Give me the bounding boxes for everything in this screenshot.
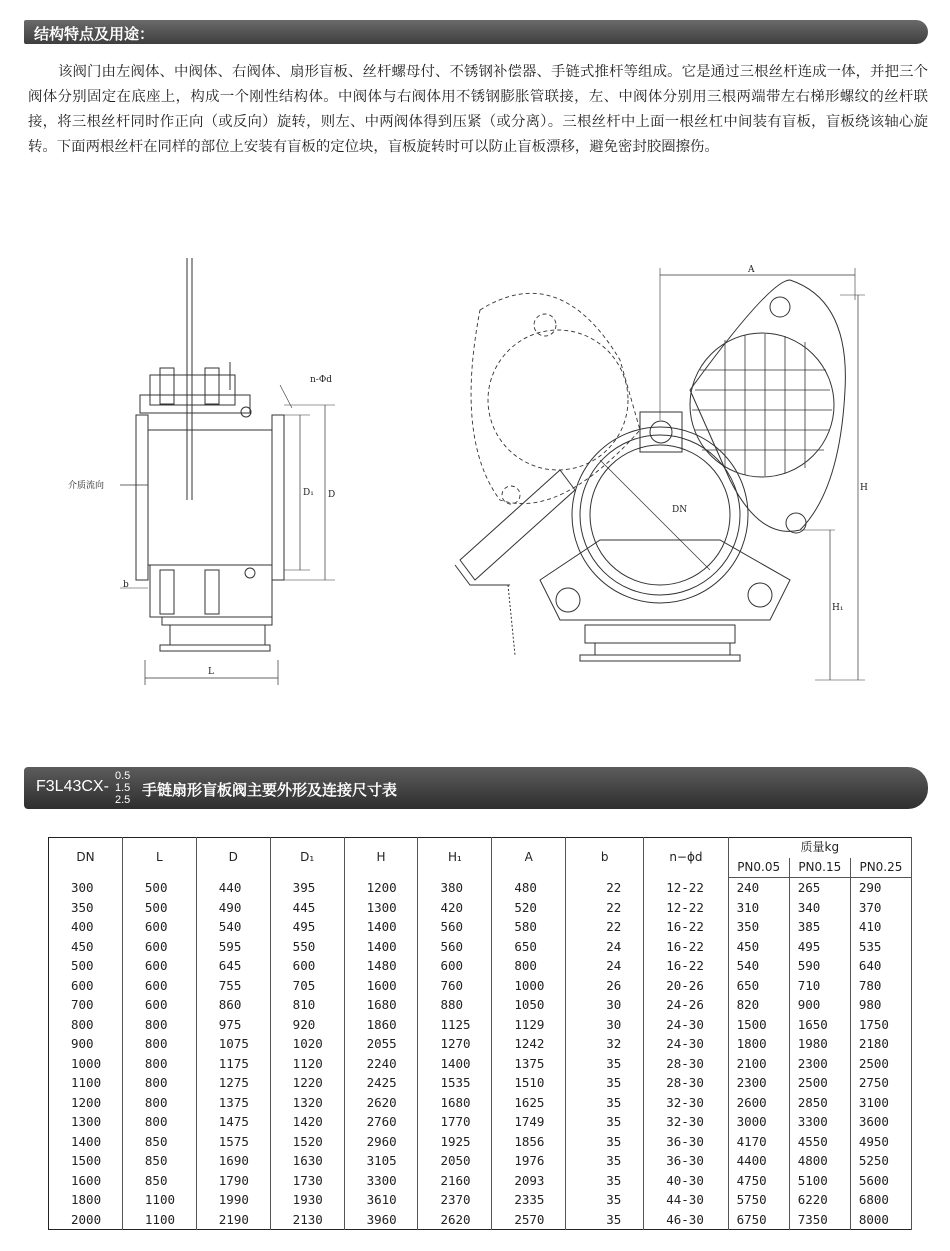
table-cell: 1860	[344, 1015, 418, 1035]
side-view	[120, 258, 335, 685]
label-h1: H₁	[832, 603, 844, 613]
table-cell: 265	[789, 878, 850, 898]
table-cell: 6750	[728, 1210, 789, 1230]
table-cell: 24-26	[644, 995, 728, 1015]
table-cell: 1500	[728, 1015, 789, 1035]
table-cell: 645	[196, 956, 270, 976]
table-cell: 4750	[728, 1171, 789, 1191]
table-row	[49, 995, 912, 1015]
table-cell: 370	[850, 898, 911, 918]
table-row	[49, 917, 912, 937]
table-cell: 1680	[418, 1093, 492, 1113]
table-cell: 800	[122, 1015, 196, 1035]
table-row	[49, 1073, 912, 1093]
table-cell: 590	[789, 956, 850, 976]
table-cell: 310	[728, 898, 789, 918]
table-cell: 2100	[728, 1054, 789, 1074]
table-header-row	[49, 838, 912, 858]
col-b: b	[566, 838, 644, 878]
table-cell: 600	[122, 917, 196, 937]
table-cell: 1375	[196, 1093, 270, 1113]
section-banner-table	[24, 767, 928, 809]
table-cell: 1480	[344, 956, 418, 976]
table-cell: 4550	[789, 1132, 850, 1152]
table-cell: 600	[49, 976, 123, 996]
dimension-table	[48, 837, 912, 1230]
table-row	[49, 1190, 912, 1210]
table-cell: 3100	[850, 1093, 911, 1113]
table-cell: 1625	[492, 1093, 566, 1113]
label-b: b	[123, 580, 129, 590]
table-cell: 810	[270, 995, 344, 1015]
table-row	[49, 1093, 912, 1113]
table-cell: 2335	[492, 1190, 566, 1210]
table-cell: 36-30	[644, 1132, 728, 1152]
table-cell: 1680	[344, 995, 418, 1015]
table-cell: 600	[122, 976, 196, 996]
table-cell: 410	[850, 917, 911, 937]
table-row	[49, 1034, 912, 1054]
table-cell: 1600	[49, 1171, 123, 1191]
table-cell: 700	[49, 995, 123, 1015]
table-cell: 1200	[344, 878, 418, 898]
table-cell: 560	[418, 937, 492, 957]
table-cell: 44-30	[644, 1190, 728, 1210]
table-title: 手链扇形盲板阀主要外形及连接尺寸表	[142, 781, 398, 799]
table-row	[49, 878, 912, 898]
table-cell: 650	[492, 937, 566, 957]
table-cell: 600	[122, 937, 196, 957]
table-cell: 2240	[344, 1054, 418, 1074]
table-cell: 12-22	[644, 878, 728, 898]
table-cell: 2050	[418, 1151, 492, 1171]
table-cell: 495	[789, 937, 850, 957]
table-cell: 12-22	[644, 898, 728, 918]
valve-technical-drawing	[0, 240, 950, 710]
table-cell: 35	[566, 1073, 644, 1093]
table-cell: 35	[566, 1210, 644, 1230]
table-cell: 595	[196, 937, 270, 957]
section-banner-structure	[24, 20, 928, 44]
table-cell: 2300	[789, 1054, 850, 1074]
table-cell: 480	[492, 878, 566, 898]
table-cell: 800	[122, 1112, 196, 1132]
table-cell: 760	[418, 976, 492, 996]
table-cell: 420	[418, 898, 492, 918]
table-cell: 2425	[344, 1073, 418, 1093]
table-cell: 1800	[49, 1190, 123, 1210]
table-cell: 6800	[850, 1190, 911, 1210]
table-cell: 500	[122, 878, 196, 898]
table-cell: 2500	[789, 1073, 850, 1093]
table-cell: 500	[122, 898, 196, 918]
table-cell: 440	[196, 878, 270, 898]
table-cell: 800	[122, 1054, 196, 1074]
table-row	[49, 1171, 912, 1191]
table-cell: 3960	[344, 1210, 418, 1230]
table-cell: 1120	[270, 1054, 344, 1074]
table-cell: 1320	[270, 1093, 344, 1113]
table-cell: 5100	[789, 1171, 850, 1191]
table-cell: 980	[850, 995, 911, 1015]
label-n-phi-d: n-Φd	[310, 375, 332, 385]
table-cell: 3105	[344, 1151, 418, 1171]
label-flow-direction: 介质流向	[68, 481, 105, 491]
pn-option: 1.5	[115, 782, 131, 794]
col-pn015: PN0.15	[789, 858, 850, 878]
label-d1: D₁	[303, 488, 314, 498]
table-cell: 445	[270, 898, 344, 918]
table-cell: 1400	[418, 1054, 492, 1074]
table-cell: 1000	[49, 1054, 123, 1074]
table-cell: 450	[728, 937, 789, 957]
table-cell: 24-30	[644, 1015, 728, 1035]
front-view	[455, 268, 865, 680]
table-cell: 800	[122, 1034, 196, 1054]
table-cell: 1220	[270, 1073, 344, 1093]
table-cell: 30	[566, 1015, 644, 1035]
table-cell: 290	[850, 878, 911, 898]
table-cell: 580	[492, 917, 566, 937]
table-cell: 1925	[418, 1132, 492, 1152]
table-cell: 920	[270, 1015, 344, 1035]
table-cell: 710	[789, 976, 850, 996]
section-title-structure: 结构特点及用途：	[34, 25, 155, 43]
col-l: L	[122, 838, 196, 878]
table-cell: 2000	[49, 1210, 123, 1230]
table-cell: 2190	[196, 1210, 270, 1230]
table-cell: 1600	[344, 976, 418, 996]
table-cell: 880	[418, 995, 492, 1015]
table-cell: 36-30	[644, 1151, 728, 1171]
table-cell: 4950	[850, 1132, 911, 1152]
table-cell: 5250	[850, 1151, 911, 1171]
table-cell: 5600	[850, 1171, 911, 1191]
table-cell: 300	[49, 878, 123, 898]
table-cell: 1575	[196, 1132, 270, 1152]
table-cell: 20-26	[644, 976, 728, 996]
table-cell: 1510	[492, 1073, 566, 1093]
table-cell: 1100	[122, 1190, 196, 1210]
table-cell: 800	[122, 1073, 196, 1093]
table-cell: 5750	[728, 1190, 789, 1210]
table-cell: 2055	[344, 1034, 418, 1054]
col-d: D	[196, 838, 270, 878]
table-cell: 1000	[492, 976, 566, 996]
table-cell: 8000	[850, 1210, 911, 1230]
table-cell: 650	[728, 976, 789, 996]
table-cell: 600	[122, 956, 196, 976]
table-cell: 1690	[196, 1151, 270, 1171]
table-cell: 1300	[344, 898, 418, 918]
table-cell: 32-30	[644, 1093, 728, 1113]
table-row	[49, 937, 912, 957]
table-cell: 600	[122, 995, 196, 1015]
table-cell: 1375	[492, 1054, 566, 1074]
table-cell: 1930	[270, 1190, 344, 1210]
table-cell: 1100	[49, 1073, 123, 1093]
table-cell: 4400	[728, 1151, 789, 1171]
table-cell: 24-30	[644, 1034, 728, 1054]
table-cell: 26	[566, 976, 644, 996]
col-d1: D₁	[270, 838, 344, 878]
table-cell: 540	[196, 917, 270, 937]
table-cell: 975	[196, 1015, 270, 1035]
table-row	[49, 976, 912, 996]
table-row	[49, 1112, 912, 1132]
table-cell: 550	[270, 937, 344, 957]
pn-option: 2.5	[115, 794, 131, 806]
table-cell: 490	[196, 898, 270, 918]
label-dn: DN	[672, 505, 688, 515]
table-cell: 35	[566, 1132, 644, 1152]
table-cell: 1050	[492, 995, 566, 1015]
table-cell: 1790	[196, 1171, 270, 1191]
table-row	[49, 898, 912, 918]
table-cell: 385	[789, 917, 850, 937]
table-cell: 1270	[418, 1034, 492, 1054]
table-cell: 560	[418, 917, 492, 937]
col-pn025: PN0.25	[850, 858, 911, 878]
table-cell: 46-30	[644, 1210, 728, 1230]
table-cell: 450	[49, 937, 123, 957]
table-cell: 1175	[196, 1054, 270, 1074]
table-cell: 820	[728, 995, 789, 1015]
table-cell: 2760	[344, 1112, 418, 1132]
table-cell: 3000	[728, 1112, 789, 1132]
table-cell: 1730	[270, 1171, 344, 1191]
table-cell: 400	[49, 917, 123, 937]
table-cell: 1300	[49, 1112, 123, 1132]
table-cell: 2093	[492, 1171, 566, 1191]
table-cell: 850	[122, 1132, 196, 1152]
table-cell: 2370	[418, 1190, 492, 1210]
table-cell: 1500	[49, 1151, 123, 1171]
table-cell: 500	[49, 956, 123, 976]
table-cell: 2960	[344, 1132, 418, 1152]
table-cell: 22	[566, 898, 644, 918]
table-row	[49, 956, 912, 976]
table-cell: 2570	[492, 1210, 566, 1230]
table-body	[49, 878, 912, 1230]
table-cell: 1475	[196, 1112, 270, 1132]
table-cell: 3600	[850, 1112, 911, 1132]
col-dn: DN	[49, 838, 123, 878]
table-cell: 24	[566, 937, 644, 957]
table-cell: 860	[196, 995, 270, 1015]
label-l: L	[208, 667, 214, 677]
table-cell: 1275	[196, 1073, 270, 1093]
intro-paragraph	[28, 60, 928, 160]
table-cell: 30	[566, 995, 644, 1015]
col-a: A	[492, 838, 566, 878]
table-cell: 850	[122, 1171, 196, 1191]
table-cell: 1100	[122, 1210, 196, 1230]
table-cell: 1980	[789, 1034, 850, 1054]
table-cell: 28-30	[644, 1073, 728, 1093]
model-code: F3L43CX-	[36, 778, 109, 795]
table-cell: 705	[270, 976, 344, 996]
table-cell: 640	[850, 956, 911, 976]
table-cell: 1856	[492, 1132, 566, 1152]
table-cell: 2500	[850, 1054, 911, 1074]
table-cell: 22	[566, 917, 644, 937]
label-h: H	[860, 483, 868, 493]
table-cell: 1400	[49, 1132, 123, 1152]
table-cell: 395	[270, 878, 344, 898]
table-cell: 340	[789, 898, 850, 918]
table-cell: 35	[566, 1190, 644, 1210]
table-cell: 1125	[418, 1015, 492, 1035]
table-cell: 35	[566, 1054, 644, 1074]
table-cell: 1749	[492, 1112, 566, 1132]
table-row	[49, 1151, 912, 1171]
table-cell: 1200	[49, 1093, 123, 1113]
table-cell: 2300	[728, 1073, 789, 1093]
table-cell: 755	[196, 976, 270, 996]
table-row	[49, 1210, 912, 1230]
table-cell: 380	[418, 878, 492, 898]
table-cell: 24	[566, 956, 644, 976]
table-cell: 350	[49, 898, 123, 918]
table-cell: 3610	[344, 1190, 418, 1210]
table-row	[49, 1015, 912, 1035]
table-cell: 2160	[418, 1171, 492, 1191]
table-cell: 800	[122, 1093, 196, 1113]
table-cell: 1242	[492, 1034, 566, 1054]
table-cell: 1520	[270, 1132, 344, 1152]
table-cell: 1075	[196, 1034, 270, 1054]
table-cell: 1535	[418, 1073, 492, 1093]
table-cell: 495	[270, 917, 344, 937]
table-cell: 1020	[270, 1034, 344, 1054]
table-cell: 900	[49, 1034, 123, 1054]
table-cell: 3300	[789, 1112, 850, 1132]
table-cell: 4800	[789, 1151, 850, 1171]
table-cell: 1400	[344, 937, 418, 957]
table-cell: 16-22	[644, 937, 728, 957]
table-cell: 32-30	[644, 1112, 728, 1132]
table-cell: 35	[566, 1171, 644, 1191]
table-cell: 780	[850, 976, 911, 996]
col-h: H	[344, 838, 418, 878]
table-cell: 800	[49, 1015, 123, 1035]
col-h1: H₁	[418, 838, 492, 878]
table-cell: 28-30	[644, 1054, 728, 1074]
table-cell: 2600	[728, 1093, 789, 1113]
table-cell: 35	[566, 1151, 644, 1171]
table-cell: 2750	[850, 1073, 911, 1093]
intro-text: 该阀门由左阀体、中阀体、右阀体、扇形盲板、丝杆螺母付、不锈钢补偿器、手链式推杆等组成。它是通过三根丝杆连成一体，并把三个阀体分别固定在底座上，构成一个刚性结构体。中阀体与右阀体用不锈钢膨胀管联接，左、中阀体分别用三根两端带左右梯形螺纹的丝杆联接，将三根丝杆同时作正向（或反向）旋转，则左、中两阀体得到压紧（或分离）。三根丝杆中上面一根丝杠中间装有盲板，盲板绕该轴心旋转。下面两根丝杆在同样的部位上安装有盲板的定位块，盲板旋转时可以防止盲板漂移，避免密封胶圈擦伤。	[28, 64, 928, 155]
label-a: A	[748, 265, 755, 275]
table-cell: 350	[728, 917, 789, 937]
table-cell: 1990	[196, 1190, 270, 1210]
table-cell: 520	[492, 898, 566, 918]
table-cell: 850	[122, 1151, 196, 1171]
table-cell: 1976	[492, 1151, 566, 1171]
table-cell: 6220	[789, 1190, 850, 1210]
pn-options	[115, 770, 130, 806]
table-cell: 800	[492, 956, 566, 976]
table-cell: 540	[728, 956, 789, 976]
table-cell: 1630	[270, 1151, 344, 1171]
table-cell: 35	[566, 1093, 644, 1113]
table-cell: 22	[566, 878, 644, 898]
table-cell: 40-30	[644, 1171, 728, 1191]
table-cell: 16-22	[644, 956, 728, 976]
table-cell: 2620	[344, 1093, 418, 1113]
label-d: D	[328, 490, 336, 500]
table-cell: 240	[728, 878, 789, 898]
table-cell: 1750	[850, 1015, 911, 1035]
table-cell: 535	[850, 937, 911, 957]
table-cell: 900	[789, 995, 850, 1015]
table-cell: 2850	[789, 1093, 850, 1113]
table-cell: 2180	[850, 1034, 911, 1054]
col-pn005: PN0.05	[728, 858, 789, 878]
pn-option: 0.5	[115, 770, 131, 782]
table-cell: 1650	[789, 1015, 850, 1035]
table-cell: 1770	[418, 1112, 492, 1132]
col-mass-group: 质量kg	[728, 838, 911, 858]
table-cell: 2130	[270, 1210, 344, 1230]
table-cell: 16-22	[644, 917, 728, 937]
table-cell: 32	[566, 1034, 644, 1054]
col-n-phi-d: n−ϕd	[644, 838, 728, 878]
table-cell: 600	[418, 956, 492, 976]
table-cell: 1400	[344, 917, 418, 937]
table-cell: 7350	[789, 1210, 850, 1230]
table-cell: 1129	[492, 1015, 566, 1035]
table-row	[49, 1132, 912, 1152]
table-cell: 2620	[418, 1210, 492, 1230]
table-cell: 4170	[728, 1132, 789, 1152]
table-row	[49, 1054, 912, 1074]
table-cell: 3300	[344, 1171, 418, 1191]
table-cell: 1420	[270, 1112, 344, 1132]
table-cell: 600	[270, 956, 344, 976]
table-cell: 35	[566, 1112, 644, 1132]
table-cell: 1800	[728, 1034, 789, 1054]
